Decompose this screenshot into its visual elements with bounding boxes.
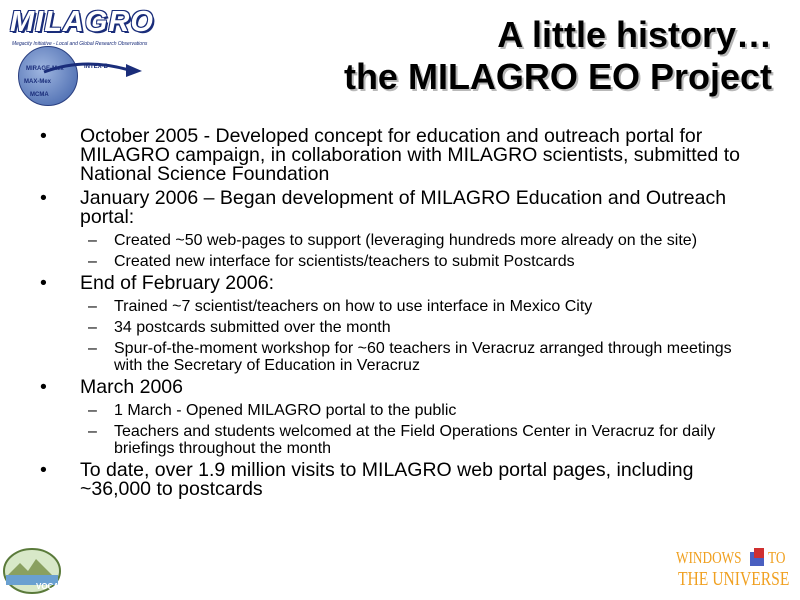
sub-bullet-item — [40, 423, 755, 457]
vocals-emblem-icon — [2, 545, 70, 595]
window-square-icon — [754, 548, 764, 558]
sub-bullet-text: Teachers and students welcomed at the Field Operations Center in Veracruz for daily briefings throughout the month — [114, 423, 716, 457]
title-line-2: the MILAGRO EO Project — [343, 56, 772, 97]
bullet-dot-icon: • — [40, 376, 47, 398]
sub-bullet-item — [40, 402, 755, 419]
sub-bullet-text: 1 March - Opened MILAGRO portal to the public — [114, 402, 457, 419]
vocals-label: VOCALS — [36, 582, 70, 591]
bullet-dot-icon: • — [40, 272, 47, 294]
sub-bullet-item — [40, 232, 755, 249]
bullet-text: October 2005 - Developed concept for education and outreach portal for MILAGRO campaign, in collaboration with MILAGRO scientists, submitted to National Science Foundation — [80, 125, 741, 185]
title-line-1: A little history… — [497, 14, 772, 55]
arrow-icon — [44, 52, 144, 92]
logo-subproject: MCMA — [30, 92, 49, 98]
dash-icon: – — [88, 402, 97, 419]
sub-bullet-item — [40, 319, 755, 336]
milagro-tagline: Megacity Initiative - Local and Global Research Observations — [12, 41, 148, 47]
w2u-text-line1b: TO — [768, 548, 786, 567]
dash-icon: – — [88, 423, 97, 440]
logo-subproject: INTEX-B — [84, 64, 108, 70]
sub-bullet-text: Created new interface for scientists/teachers to submit Postcards — [114, 253, 575, 270]
bullet-item — [40, 274, 755, 293]
bullet-text: To date, over 1.9 million visits to MILAGRO web portal pages, including ~36,000 to postcards — [80, 459, 694, 500]
sub-bullet-text: Spur-of-the-moment workshop for ~60 teachers in Veracruz arranged through meetings with the Secretary of Education in Veracruz — [114, 340, 732, 374]
sub-bullet-text: 34 postcards submitted over the month — [114, 319, 391, 336]
bullet-dot-icon: • — [40, 459, 47, 481]
sub-bullet-item — [40, 340, 755, 374]
dash-icon: – — [88, 253, 97, 270]
milagro-logo-text: MILAGRO — [10, 6, 154, 38]
bullet-text: March 2006 — [80, 376, 183, 398]
sub-bullet-item — [40, 298, 755, 315]
bullet-dot-icon: • — [40, 187, 47, 209]
bullet-text: End of February 2006: — [80, 272, 275, 294]
dash-icon: – — [88, 340, 97, 357]
dash-icon: – — [88, 232, 97, 249]
bullet-dot-icon: • — [40, 125, 47, 147]
bullet-item — [40, 378, 755, 397]
dash-icon: – — [88, 298, 97, 315]
windows-to-the-universe-logo — [676, 548, 794, 598]
vocals-logo — [2, 545, 70, 595]
bullet-item — [40, 127, 755, 184]
bullet-text: January 2006 – Began development of MILAGRO Education and Outreach portal: — [80, 187, 727, 228]
bullet-item — [40, 189, 755, 227]
w2u-text-line1: WINDOWS — [676, 548, 742, 567]
slide-content — [40, 127, 755, 504]
logo-subproject: MAX-Mex — [24, 79, 52, 85]
milagro-logo — [4, 4, 154, 104]
sub-bullet-text: Trained ~7 scientist/teachers on how to use interface in Mexico City — [114, 298, 593, 315]
sub-bullet-text: Created ~50 web-pages to support (leveraging hundreds more already on the site) — [114, 232, 698, 249]
slide-title — [344, 14, 772, 98]
logo-subproject: MIRAGE-Mex — [26, 66, 64, 72]
bullet-item — [40, 461, 755, 499]
w2u-text-line2: THE UNIVERSE — [678, 568, 790, 590]
dash-icon: – — [88, 319, 97, 336]
sub-bullet-item — [40, 253, 755, 270]
